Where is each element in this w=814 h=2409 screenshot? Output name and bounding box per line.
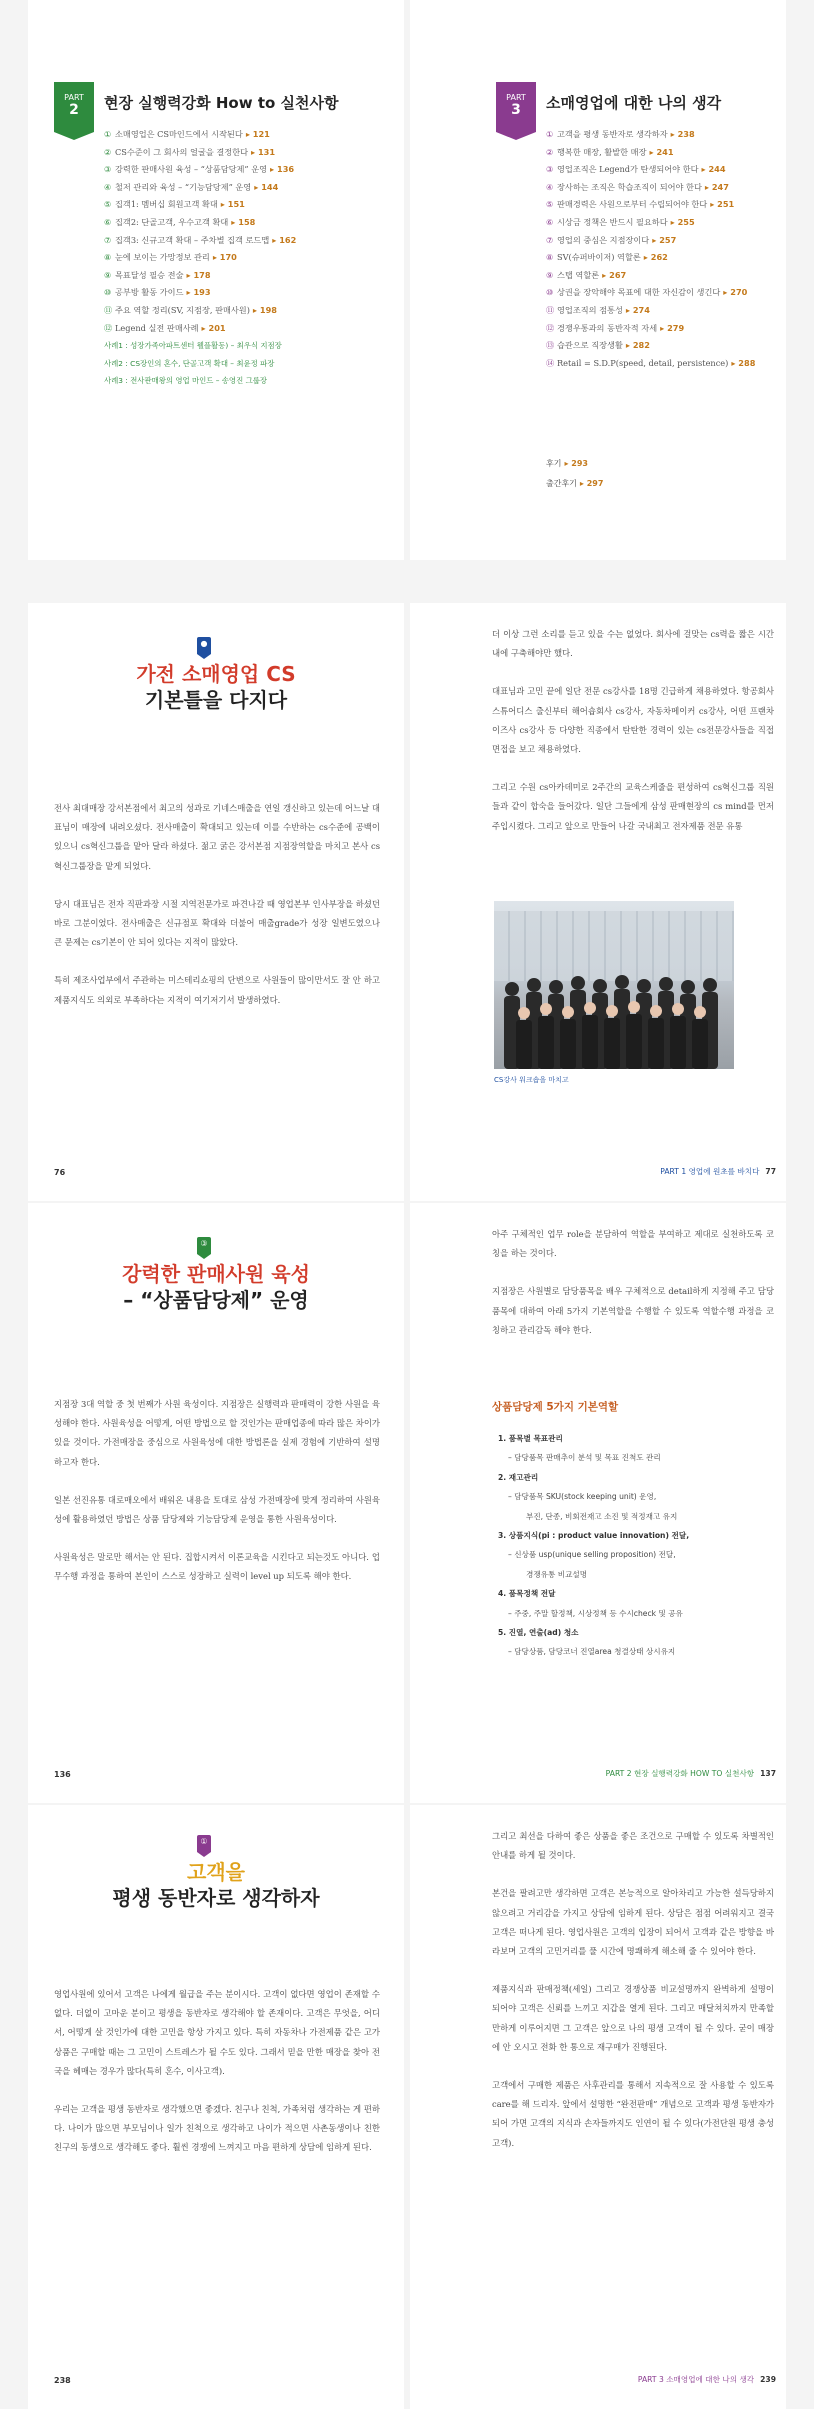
toc-item[interactable]: ⑬ 습관으로 직장생활 ▸ 282 [546, 340, 650, 351]
toc-spread [0, 0, 814, 560]
toc-item[interactable]: ⑭ Retail = S.D.P(speed, detail, persistence) ▸ 288 [546, 357, 756, 368]
role-item: – 담당품목 판매추이 분석 및 목표 진척도 관리 [508, 1453, 661, 1463]
page-238 [28, 1805, 404, 2409]
paragraph: 제품지식과 판매정책(세일) 그리고 경쟁상품 비교설명까지 완벽하게 설명이 되어야 고객은 신뢰를 느끼고 지갑을 열게 된다. 그리고 매달쳐치까지 만족할 만하게 이루어지면 그 고객은 앞으로 나의 평생 고객이 될 수 있다. 굳이 매장에 안 오시고 전화 한 통으로 재구매가 진행된다. [492, 1984, 774, 2052]
part-2-toc-list [104, 126, 296, 390]
toc-item-publish-afterword[interactable]: 출간후기 ▸ 297 [546, 479, 604, 488]
role-item: – 담당상품, 담당코너 진열area 청결상태 상시유지 [508, 1647, 676, 1657]
toc-right-page [410, 0, 786, 560]
footer-section: PART 1 영업에 원초를 바치다 [660, 1167, 760, 1176]
part-2-title: 현장 실행력강화 How to 실천사항 [104, 94, 339, 112]
paragraph: 사원육성은 말로만 해서는 안 된다. 집합시켜서 이론교육을 시킨다고 되는것도 아니다. 업무수행 과정을 통하여 본인이 스스로 성장하고 실력이 level up 되도록 해야 한다. [54, 1552, 380, 1582]
role-item: – 주중, 주말 할정책, 시상정책 등 수시check 및 공유 [508, 1608, 683, 1618]
page-number: 136 [54, 1770, 71, 1779]
chapter-title-line1: 가전 소매영업 CS [136, 662, 296, 686]
paragraph: 우리는 고객을 평생 동반자로 생각했으면 좋겠다. 친구나 친척, 가족처럼 생각하는 게 편하다. 나이가 많으면 부모님이나 일가 친척으로 생각하고 나이가 적으면 사촌동생이나 친한 친구의 동생으로 생각해도 좋다. 훨씬 경쟁에 느껴지고 마음 편하게 상담에 임하게 된다. [54, 2104, 380, 2153]
toc-item[interactable]: ⑫ 경쟁우통과의 동반자적 자세 ▸ 279 [546, 322, 685, 333]
page-239-body [492, 1827, 774, 2153]
toc-item[interactable]: ⑥ 시상금 정책은 반드시 필요하다 ▸ 255 [546, 216, 695, 227]
toc-item[interactable]: ⑩ 공부방 활동 가이드 ▸ 193 [104, 287, 211, 298]
paragraph: 그리고 수원 cs아카데미로 2주간의 교육스케줄을 편성하여 cs혁신그룹 직원들과 같이 합숙을 들어갔다. 일단 그들에게 삼성 판매현장의 cs mind를 먼저 주입시켰다. 그리고 앞으로 만들어 나갈 국내최고 전자제품 전문 유통 [492, 782, 774, 831]
page-number: 77 [765, 1167, 776, 1176]
paragraph: 아주 구체적인 업무 role을 분담하여 역할을 부여하고 제대로 실천하도록 코칭을 하는 것이다. [492, 1229, 774, 1259]
photo-people [494, 959, 734, 1069]
page-76-body [54, 799, 380, 1029]
role-item: 4. 품목정책 전달 [498, 1589, 556, 1599]
role-item: 3. 상품지식(pi : product value innovation) 전달, [498, 1531, 690, 1541]
chapter-title-line2: 기본틀을 다지다 [144, 688, 288, 712]
paragraph: 지점장은 사원별로 담당품목을 배우 구체적으로 detail하게 지정해 주고 담당품목에 대하여 아래 5가지 기본역할을 수행할 수 있도록 역할수행 과정을 코칭하고 관리감독 해야 한다. [492, 1286, 774, 1335]
role-item: 5. 진열, 연출(ad) 청소 [498, 1628, 579, 1638]
chapter-title-line1: 고객을 [187, 1860, 245, 1884]
toc-item[interactable]: ⑧ 눈에 보이는 가망정보 관리 ▸ 170 [104, 252, 237, 263]
group-photo [494, 901, 734, 1069]
chapter-marker-icon: ● [197, 637, 211, 654]
page-77-body [492, 625, 774, 836]
footer-section: PART 2 현장 실행력강화 HOW TO 실천사항 [605, 1769, 755, 1778]
role-item: 2. 재고관리 [498, 1472, 539, 1482]
toc-item[interactable]: ⑨ 스탭 역할론 ▸ 267 [546, 269, 627, 280]
chapter-title-line2: – “상품담당제” 운영 [123, 1288, 309, 1312]
part-badge-label: PART [64, 93, 84, 102]
toc-item[interactable]: ⑨ 목표달성 필승 전술 ▸ 178 [104, 269, 211, 280]
paragraph: 대표님과 고민 끝에 일단 전문 cs강사를 18명 긴급하게 채용하였다. 항공회사 스튜어디스 출신부터 해어숍회사 cs강사, 자동차메이커 cs강사, 어떤 프랜차이즈사 cs강사 등 다양한 직종에서 탄탄한 경력이 있는 cs전문강사들을 직접 면접을 보고 채용하였다. [492, 686, 774, 755]
toc-item-afterword[interactable]: 후기 ▸ 293 [546, 459, 588, 468]
toc-item[interactable]: ⑤ 집객1: 멤버십 회원고객 확대 ▸ 151 [104, 199, 245, 210]
role-item: 1. 품목별 목표관리 [498, 1434, 563, 1443]
page-239 [410, 1805, 786, 2409]
toc-left-page [28, 0, 404, 560]
paragraph: 고객에서 구매한 제품은 사후관리를 통해서 지속적으로 잘 사용할 수 있도록 care를 해 드리자. 앞에서 설명한 “완전판매” 개념으로 고객과 평생 동반자가 되어 가면 고객의 지식과 손자들까지도 인연이 될 수 있다(가전단원 평생 충성고객). [492, 2080, 774, 2148]
toc-item[interactable]: ② 행복한 매장, 활발한 매장 ▸ 241 [546, 146, 674, 157]
toc-item[interactable]: ① 소매영업은 CS마인드에서 시작된다 ▸ 121 [104, 129, 270, 139]
paragraph: 그리고 최선을 다하여 좋은 상품을 좋은 조건으로 구매할 수 있도록 차별적인 안내를 하게 될 것이다. [492, 1831, 774, 1861]
paragraph: 지점장 3대 역할 중 첫 번째가 사원 육성이다. 지점장은 실행력과 판매력이 강한 사원을 육성해야 한다. 사원육성을 어떻게, 어떤 방법으로 할 것인가는 판매업종에 따라 많은 차이가 있을 것이다. 가전매장을 중심으로 사원육성에 대한 방법론을 실제 경험에 기반하여 설명하고자 한다. [54, 1399, 380, 1467]
page-137-body [492, 1225, 774, 1340]
toc-item[interactable]: ③ 영업조직은 Legend가 탄생되어야 한다 ▸ 244 [546, 164, 726, 175]
paragraph: 본건을 팔려고만 생각하면 고객은 본능적으로 알아차리고 가능한 설득당하지 않으려고 거리감을 가지고 상담에 임하게 된다. 상담은 점점 어려워지고 결국 고객은 떠나게 된다. 영업사원은 고객의 입장이 되어서 고객과 같은 방향을 바라보며 고객의 고민거리를 풀 시간에 명쾌하게 해소해 줄 수 있어야 한다. [492, 1888, 774, 1957]
paragraph: 전사 최대매장 강서본점에서 최고의 성과로 기네스매출을 연일 갱신하고 있는데 어느날 대표님이 매장에 내려오셨다. 전사매출이 확대되고 있는데 이를 수반하는 cs수준에 공백이 있으니 cs혁신그룹을 맡아 달라 하셨다. 젊고 굵은 강서본점 지점장역할을 마치고 본사 cs혁신그룹장을 맡게 되었다. [54, 803, 380, 871]
part-badge-label: PART [506, 93, 526, 102]
toc-item[interactable]: ② CS수준이 그 회사의 얼굴을 결정한다 ▸ 131 [104, 146, 276, 157]
paragraph: 특히 제조사업부에서 주관하는 미스테리쇼핑의 단변으로 사원들이 많이만서도 잘 안 하고 제품지식도 의외로 부족하다는 지적이 여기저기서 발생하였다. [54, 975, 380, 1005]
chapter-title-line2: 평생 동반자로 생각하자 [112, 1886, 320, 1910]
part-3-title: 소매영업에 대한 나의 생각 [546, 94, 722, 112]
paragraph: 영업사원에 있어서 고객은 나에게 월급을 주는 분이시다. 고객이 없다면 영업이 존재할 수 없다. 더없이 고마운 분이고 평생을 동반자로 생각해야 할 존재이다. 고객은 무엇을, 어디서, 어떻게 살 것인가에 대한 고민을 항상 가지고 있다. 특히 자동차나 가전제품 같은 고가상품은 구매할 때는 그 고민이 스트레스가 될 수도 있다. 그래서 믿을 만한 매장을 찾아 전국을 헤매는 경우가 많다(특히 혼수, 이사고객). [54, 1989, 380, 2076]
footer-section: PART 3 소매영업에 대한 나의 생각 [637, 2375, 755, 2384]
spread-pages-76-77 [0, 603, 814, 1201]
running-footer [638, 2374, 776, 2385]
page-137 [410, 1203, 786, 1803]
role-item: 경쟁유통 비교설명 [526, 1569, 588, 1579]
chapter-title [28, 1859, 404, 1911]
page-136-body [54, 1395, 380, 1606]
toc-item[interactable]: ⑦ 영업의 중심은 지점장이다 ▸ 257 [546, 234, 677, 245]
roles-subheading: 상품담당제 5가지 기본역할 [492, 1401, 619, 1413]
toc-item[interactable]: ⑤ 판매경력은 사원으로부터 수립되어야 한다 ▸ 251 [546, 199, 735, 210]
part-3-toc-list [546, 126, 755, 372]
toc-item[interactable]: ⑩ 상권을 장악해야 목표에 대한 자신감이 생긴다 ▸ 270 [546, 287, 748, 298]
chapter-marker-icon: ① [197, 1835, 211, 1852]
spread-pages-136-137 [0, 1203, 814, 1803]
toc-case-item[interactable]: 사례1 : 성장가족아파트센터 웰플활동) – 최우식 지점장 [104, 341, 282, 351]
page-number: 137 [760, 1769, 776, 1778]
chapter-title [28, 1261, 404, 1313]
roles-list [498, 1429, 689, 1662]
paragraph: 일본 선진유통 대로매오에서 배워온 내용을 토대로 삼성 가전매장에 맞게 정리하여 사원육성에 활용하였던 방법은 상품 담당제와 기능담당제 운영을 통한 사원육성이다. [54, 1494, 380, 1525]
page-number: 76 [54, 1168, 66, 1177]
toc-item[interactable]: ⑧ SV(슈퍼바이저) 역할론 ▸ 262 [546, 252, 668, 263]
part-2-badge [54, 82, 94, 132]
toc-item[interactable]: ⑪ 주요 역할 정리(SV, 지점장, 판매사원) ▸ 198 [104, 304, 277, 315]
page-number: 238 [54, 2376, 71, 2385]
toc-item[interactable]: ① 고객을 평생 동반자로 생각하자 ▸ 238 [546, 129, 695, 139]
toc-item[interactable]: ⑥ 집객2: 단골고객, 우수고객 확대 ▸ 158 [104, 216, 256, 227]
toc-item[interactable]: ④ 철저 관리와 육성 – “기능담당제” 운영 ▸ 144 [104, 181, 279, 192]
role-item: – 담당품목 SKU(stock keeping unit) 운영, [508, 1492, 657, 1502]
chapter-title [28, 661, 404, 713]
toc-item[interactable]: ⑪ 영업조직의 점통성 ▸ 274 [546, 304, 650, 315]
toc-case-item[interactable]: 사례3 : 전사판매왕의 영업 마인드 – 송영진 그룹장 [104, 376, 267, 386]
toc-item[interactable]: ③ 강력한 판매사원 육성 – “상품담당제” 운영 ▸ 136 [104, 164, 295, 175]
chapter-marker-icon: ③ [197, 1237, 211, 1254]
page-number: 239 [760, 2375, 776, 2384]
page-77 [410, 603, 786, 1201]
paragraph: 당시 대표님은 전자 직판과장 시절 지역전문가로 파견나갈 때 영업본부 인사부장을 하셨던 바로 그분이었다. 전사매출은 신규점포 확대와 더불어 매출grade가 성장 일변도였으나 큰 문제는 cs기본이 안 되어 있다는 지적이 많았다. [54, 898, 380, 948]
chapter-title-line1: 강력한 판매사원 육성 [122, 1262, 310, 1286]
page-238-body [54, 1985, 380, 2177]
running-footer [660, 1166, 776, 1177]
running-footer [606, 1768, 776, 1779]
page-136 [28, 1203, 404, 1803]
part-badge-number: 2 [69, 102, 79, 118]
toc-item[interactable]: ④ 장사하는 조직은 학습조직이 되어야 한다 ▸ 247 [546, 181, 729, 192]
page-76 [28, 603, 404, 1201]
role-item: – 신상품 usp(unique selling proposition) 전달, [508, 1550, 676, 1560]
paragraph: 더 이상 그런 소리를 듣고 있을 수는 없었다. 회사에 걸맞는 cs력을 짧은 시간 내에 구축해야만 했다. [492, 629, 774, 659]
toc-case-item[interactable]: 사례2 : CS장인의 혼수, 단골고객 확대 – 최윤정 파장 [104, 358, 275, 368]
toc-item[interactable]: ⑦ 집객3: 신규고객 확대 – 주차별 집객 로드맵 ▸ 162 [104, 234, 297, 245]
spread-pages-238-239 [0, 1805, 814, 2409]
toc-item[interactable]: ⑫ Legend 실전 판매사례 ▸ 201 [104, 322, 226, 333]
role-item: 부진, 단종, 비회전재고 소진 및 적정재고 유지 [526, 1511, 678, 1521]
photo-caption: CS강사 워크숍을 마치고 [494, 1076, 569, 1084]
part-3-badge [496, 82, 536, 132]
part-badge-number: 3 [511, 102, 521, 118]
